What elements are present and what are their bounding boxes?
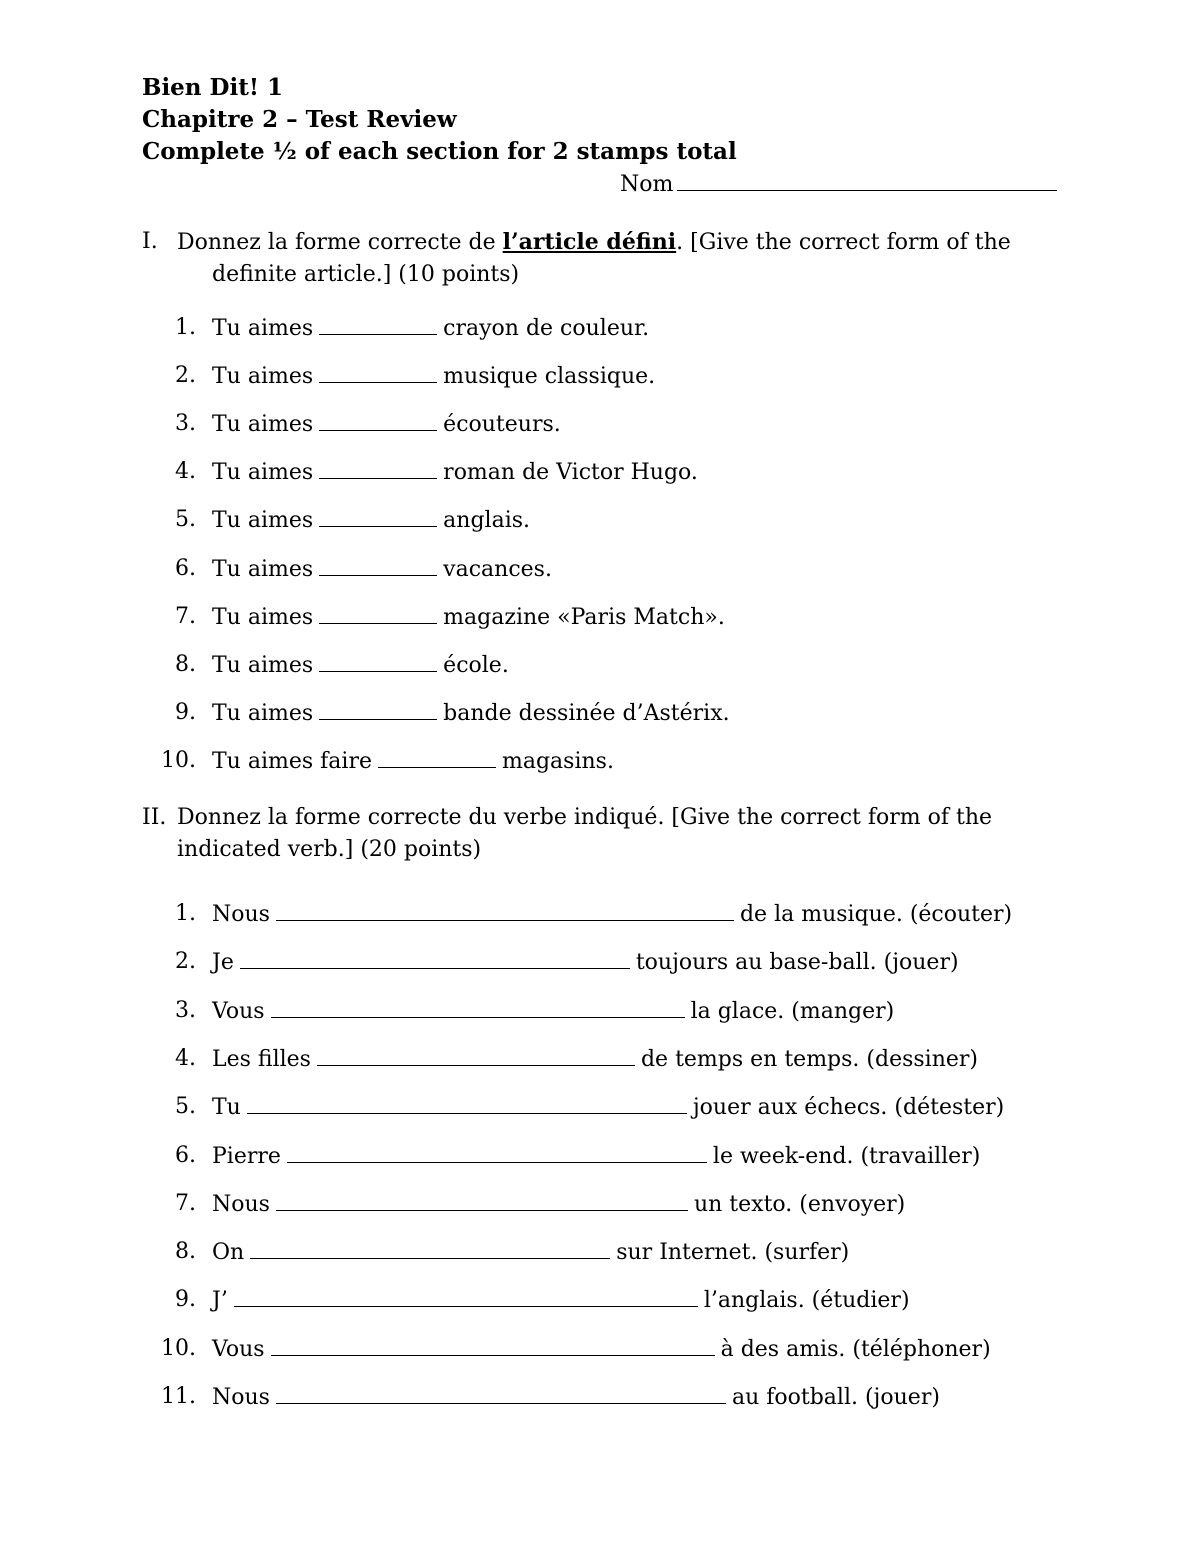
answer-blank[interactable] — [287, 1142, 707, 1163]
item-number: 4. — [175, 459, 196, 485]
item-number: 3. — [175, 411, 196, 437]
list-item — [212, 1093, 1004, 1122]
item-prompt: Tu aimes faire — [212, 748, 372, 774]
item-number: 6. — [175, 1142, 196, 1168]
item-number: 1. — [175, 901, 196, 926]
item-prompt: Tu aimes — [212, 556, 314, 582]
item-completion: magasins. — [501, 748, 614, 774]
answer-blank[interactable] — [319, 555, 437, 576]
item-completion: musique classique. — [443, 364, 656, 390]
course-title: Bien Dit! 1 — [142, 74, 283, 101]
item-number: 7. — [175, 603, 196, 629]
list-item — [212, 458, 698, 487]
answer-blank[interactable] — [319, 314, 437, 335]
list-item — [212, 997, 894, 1026]
list-item — [212, 900, 1012, 929]
name-blank[interactable] — [677, 170, 1057, 191]
item-completion: le week-end. (travailler) — [712, 1143, 981, 1169]
list-item — [212, 1045, 978, 1074]
item-prompt: On — [212, 1240, 245, 1266]
list-item — [212, 699, 730, 728]
item-number: 5. — [175, 507, 196, 533]
item-completion: de la musique. (écouter) — [739, 902, 1013, 927]
section2-text-line2: indicated verb.] (20 points) — [177, 837, 482, 862]
item-number: 10. — [161, 747, 196, 773]
list-item — [212, 555, 552, 584]
item-prompt: Tu aimes — [212, 604, 314, 630]
answer-blank[interactable] — [317, 1045, 635, 1066]
item-prompt: Tu aimes — [212, 652, 314, 678]
list-item — [212, 1142, 980, 1171]
section2-instructions — [177, 802, 1057, 866]
item-completion: magazine «Paris Match». — [443, 604, 725, 630]
answer-blank[interactable] — [271, 1335, 715, 1356]
answer-blank[interactable] — [276, 900, 734, 921]
item-prompt: Tu aimes — [212, 412, 314, 438]
answer-blank[interactable] — [319, 410, 437, 431]
item-number: 3. — [175, 997, 196, 1023]
item-number: 1. — [175, 315, 196, 340]
answer-blank[interactable] — [247, 1093, 687, 1114]
answer-blank[interactable] — [240, 948, 630, 969]
item-prompt: Vous — [212, 998, 265, 1024]
item-completion: anglais. — [443, 508, 531, 534]
answer-blank[interactable] — [271, 997, 685, 1018]
item-prompt: Vous — [212, 1336, 265, 1362]
item-number: 5. — [175, 1094, 196, 1120]
list-item — [212, 1335, 991, 1364]
section1-text-after: . [Give the correct form of the — [676, 230, 1011, 255]
list-item — [212, 948, 959, 977]
item-prompt: Pierre — [212, 1143, 281, 1169]
answer-blank[interactable] — [319, 699, 437, 720]
answer-blank[interactable] — [234, 1286, 698, 1307]
answer-blank[interactable] — [250, 1238, 610, 1259]
section1-marker: I. — [142, 229, 158, 254]
list-item — [212, 747, 614, 776]
item-completion: roman de Victor Hugo. — [443, 460, 698, 486]
section1-text-before: Donnez la forme correcte de — [177, 230, 503, 255]
list-item — [212, 1190, 905, 1219]
list-item — [212, 362, 655, 391]
item-number: 6. — [175, 555, 196, 581]
list-item — [212, 1383, 940, 1412]
section2-marker: II. — [142, 805, 167, 830]
item-completion: l’anglais. (étudier) — [703, 1288, 910, 1314]
item-prompt: Tu aimes — [212, 364, 314, 390]
list-item — [212, 410, 561, 439]
item-number: 9. — [175, 699, 196, 725]
item-completion: la glace. (manger) — [690, 998, 895, 1024]
item-completion: à des amis. (téléphoner) — [720, 1336, 991, 1362]
list-item — [212, 1286, 910, 1315]
list-item — [212, 314, 649, 343]
chapter-title: Chapitre 2 – Test Review — [142, 106, 457, 133]
item-completion: crayon de couleur. — [443, 316, 650, 341]
item-completion: vacances. — [443, 556, 552, 582]
item-number: 11. — [161, 1384, 196, 1409]
instructions-stamps: Complete ½ of each section for 2 stamps total — [142, 138, 737, 165]
item-number: 10. — [161, 1335, 196, 1361]
item-completion: écouteurs. — [443, 412, 561, 438]
list-item — [212, 603, 725, 632]
name-label: Nom — [620, 172, 674, 197]
item-prompt: Les filles — [212, 1046, 311, 1072]
answer-blank[interactable] — [319, 458, 437, 479]
item-prompt: Nous — [212, 902, 270, 927]
item-completion: bande dessinée d’Astérix. — [443, 700, 730, 726]
list-item — [212, 651, 509, 680]
item-prompt: Tu aimes — [212, 700, 314, 726]
item-number: 9. — [175, 1287, 196, 1313]
item-prompt: Nous — [212, 1385, 270, 1410]
item-number: 8. — [175, 651, 196, 677]
item-prompt: Tu aimes — [212, 508, 314, 534]
item-number: 8. — [175, 1239, 196, 1265]
item-number: 2. — [175, 363, 196, 389]
answer-blank[interactable] — [319, 651, 437, 672]
section2-text-line1: Donnez la forme correcte du verbe indiqué. [Give the correct form of the — [177, 805, 993, 830]
item-prompt: J’ — [212, 1288, 228, 1314]
section1-underlined-term: l’article défini — [502, 229, 677, 255]
item-completion: un texto. (envoyer) — [693, 1191, 906, 1217]
list-item — [212, 1238, 849, 1267]
name-field — [620, 170, 1057, 199]
item-prompt: Tu aimes — [212, 316, 314, 341]
section1-text-line2: definite article.] (10 points) — [212, 262, 520, 287]
item-completion: jouer aux échecs. (détester) — [692, 1095, 1005, 1121]
item-completion: de temps en temps. (dessiner) — [640, 1046, 979, 1072]
item-completion: sur Internet. (surfer) — [616, 1240, 850, 1266]
section1-instructions — [177, 226, 1057, 291]
item-completion: toujours au base-ball. (jouer) — [635, 950, 959, 976]
answer-blank[interactable] — [319, 603, 437, 624]
item-completion: école. — [443, 652, 509, 678]
answer-blank[interactable] — [319, 362, 437, 383]
item-number: 7. — [175, 1190, 196, 1216]
list-item — [212, 506, 530, 535]
item-prompt: Tu — [212, 1095, 241, 1121]
item-prompt: Je — [212, 950, 234, 976]
item-number: 4. — [175, 1045, 196, 1071]
item-completion: au football. (jouer) — [731, 1385, 940, 1410]
item-prompt: Tu aimes — [212, 460, 314, 486]
answer-blank[interactable] — [319, 506, 437, 527]
item-prompt: Nous — [212, 1191, 270, 1217]
answer-blank[interactable] — [276, 1383, 726, 1404]
answer-blank[interactable] — [378, 747, 496, 768]
item-number: 2. — [175, 949, 196, 975]
answer-blank[interactable] — [276, 1190, 688, 1211]
